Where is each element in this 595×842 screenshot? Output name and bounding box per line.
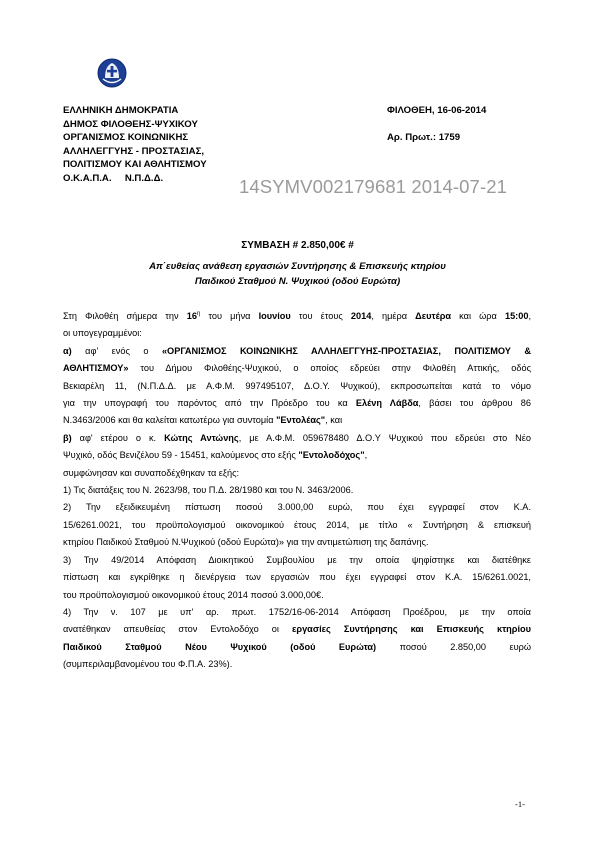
- intro-line: οι υπογεγραμμένοι:: [63, 328, 142, 339]
- party-b-line: β) αφ' ετέρου ο κ. Κώτης Αντώνης, με Α.Φ.Μ. 059678480 Δ.Ο.Υ Ψυχικού που εδρεύει στο Νέο: [63, 432, 532, 443]
- protocol-number: Αρ. Πρωτ.: 1759: [387, 132, 461, 144]
- clause-3-line: 3) Την 49/2014 Απόφαση Διοικητικού Συμβουλίου με την οποία ψηφίστηκε και διατέθηκε: [63, 554, 531, 565]
- document-title: ΣΥΜΒΑΣΗ # 2.850,00€ #: [241, 240, 354, 251]
- clause-2-line: 15/6261.0021, του προϋπολογισμού οικονομικού έτους 2014, με τίτλο « Συντήρηση & επισκευή: [63, 519, 531, 530]
- subtitle-line: Παιδικού Σταθμού Ν. Ψυχικού (οδού Ευρώτα): [194, 276, 401, 287]
- clause-2-line: 2) Την εξειδικευμένη πίστωση ποσού 3.000,00 ευρώ, που έχει εγγραφεί στον Κ.Α.: [63, 502, 531, 513]
- issuer-block: [63, 104, 207, 186]
- issuer-line: ΔΗΜΟΣ ΦΙΛΟΘΕΗΣ-ΨΥΧΙΚΟΥ: [63, 118, 198, 130]
- intro-line: Στη Φιλοθέη σήμερα την $16^\eta$ του μήνα Ιουνίου του έτους 2014, ημέρα Δευτέρα και ώρα 15:00,: [63, 310, 532, 321]
- issuer-line: ΟΡΓΑΝΙΣΜΟΣ ΚΟΙΝΩΝΙΚΗΣ: [63, 132, 189, 144]
- clause-3-line: πίστωση και εγκρίθηκε η διενέργεια των εργασιών που έχει εγγραφεί στον Κ.Α. 15/6261.0021,: [63, 572, 531, 583]
- clause-2-line: κτηρίου Παιδικού Σταθμού Ν.Ψυχικού (οδού Ευρώτα)» για την αντιμετώπιση της δαπάνης.: [63, 537, 429, 548]
- issuer-line: ΠΟΛΙΤΙΣΜΟΥ ΚΑΙ ΑΘΛΗΤΙΣΜΟΥ: [63, 159, 207, 171]
- header-meta: [387, 104, 486, 145]
- party-a-line: για την υπογραφή του παρόντος από την Πρόεδρο του κα Ελένη Λάβδα, βάσει του άρθρου 86: [63, 398, 531, 409]
- party-a-line: Ν.3463/2006 και θα καλείται κατωτέρω για συντομία "Εντολέας", και: [63, 415, 343, 426]
- contract-body: [63, 308, 531, 674]
- place-date: ΦΙΛΟΘΕΗ, 16-06-2014: [387, 105, 487, 116]
- party-a-line: Βεκιαρέλη 11, (Ν.Π.Δ.Δ. με Α.Φ.Μ. 997495107, Δ.Ο.Υ. Ψυχικού), εκπροσωπείται κατά το νόμο: [63, 380, 531, 391]
- ada-code: 14SYMV002179681 2014-07-21: [239, 176, 507, 197]
- party-b-line: Ψυχικό, οδός Βενιζέλου 59 - 15451, καλούμενος στο εξής "Εντολοδόχος",: [63, 450, 368, 461]
- issuer-line: Ο.Κ.Α.Π.Α. Ν.Π.Δ.Δ.: [63, 172, 164, 184]
- issuer-line: ΑΛΛΗΛΕΓΓΥΗΣ - ΠΡΟΣΤΑΣΙΑΣ,: [63, 145, 204, 157]
- party-a-line: ΑΘΛΗΤΙΣΜΟΥ» του Δήμου Φιλοθέης-Ψυχικού, ο οποίος εδρεύει στην Φιλοθέη Αττικής, οδός: [63, 363, 531, 374]
- page-number: -1-: [515, 799, 525, 809]
- clause-1: 1) Τις διατάξεις του Ν. 2623/98, του Π.Δ. 28/1980 και του Ν. 3463/2006.: [63, 485, 354, 496]
- clause-4-line: (συμπεριλαμβανομένου του Φ.Π.Α. 23%).: [63, 659, 233, 670]
- clause-4-line: Παιδικού Σταθμού Νέου Ψυχικού (οδού Ευρώτα) ποσού 2.850,00 ευρώ: [63, 641, 531, 652]
- agreement-line: συμφώνησαν και συναποδέχθηκαν τα εξής:: [63, 467, 240, 478]
- party-a-line: α) αφ' ενός ο «ΟΡΓΑΝΙΣΜΟΣ ΚΟΙΝΩΝΙΚΗΣ ΑΛΛΗΛΕΓΓΥΗΣ-ΠΡΟΣΤΑΣΙΑΣ, ΠΟΛΙΤΙΣΜΟΥ &: [63, 345, 531, 356]
- greek-emblem-icon: [97, 58, 127, 88]
- subtitle-line: Απ΄ευθείας ανάθεση εργασιών Συντήρησης & Επισκευής κτηρίου: [149, 261, 446, 272]
- clause-4-line: 4) Την ν. 107 με υπ' αρ. πρωτ. 1752/16-06-2014 Απόφαση Προέδρου, με την οποία: [63, 606, 531, 617]
- document-subtitle: [0, 259, 595, 289]
- issuer-line: ΕΛΛΗΝΙΚΗ ΔΗΜΟΚΡΑΤΙΑ: [63, 105, 179, 116]
- clause-3-line: του προϋπολογισμού οικονομικού έτους 2014 ποσού 3.000,00€.: [63, 589, 324, 600]
- clause-4-line: ανατέθηκαν απευθείας στον Εντολοδόχο οι εργασίες Συντήρησης και Επισκευής κτηρίου: [63, 624, 531, 635]
